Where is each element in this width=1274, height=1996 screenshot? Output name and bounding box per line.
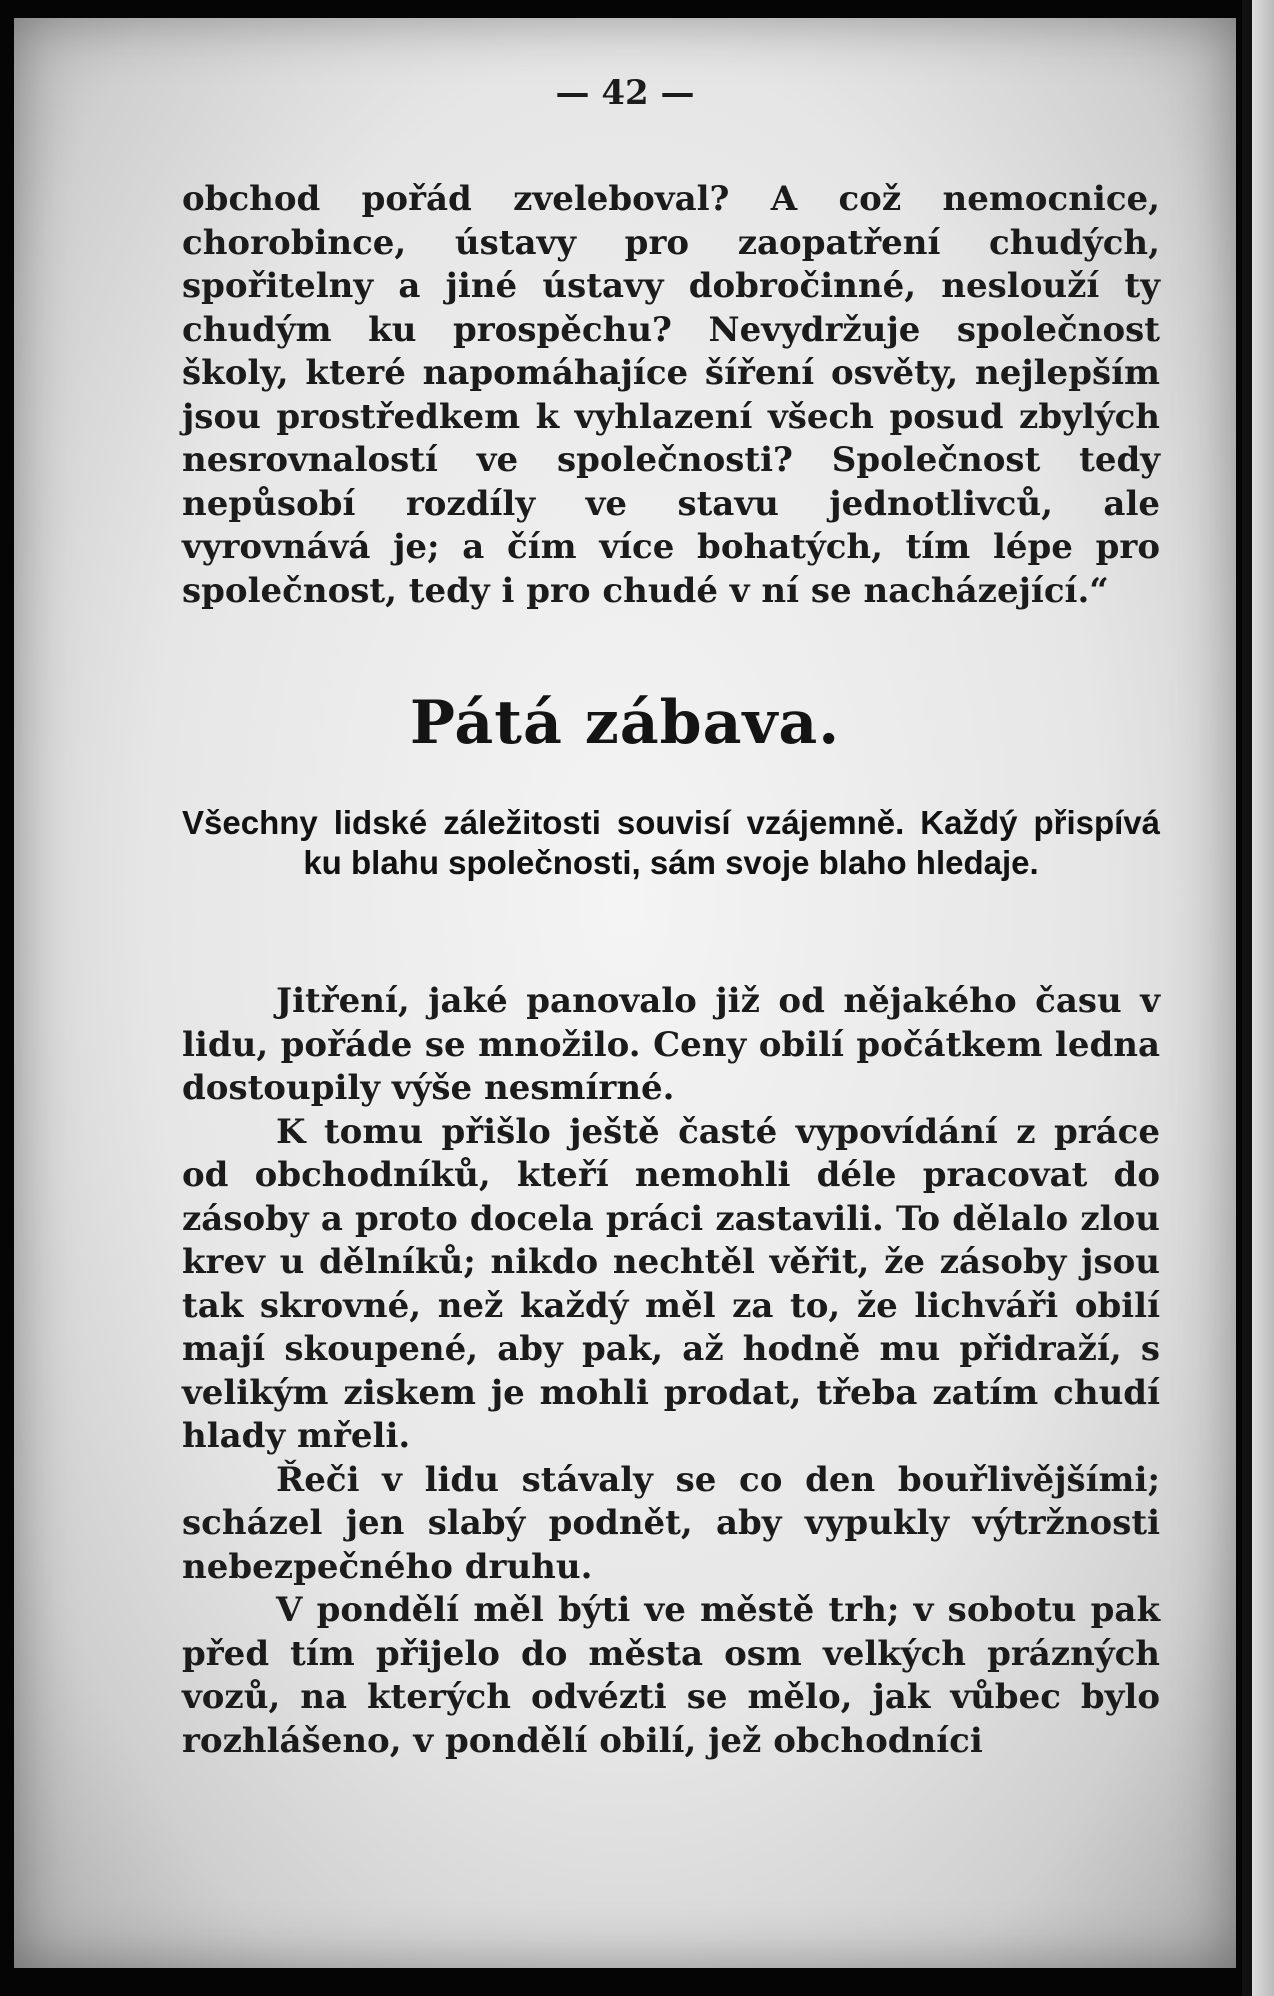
next-page-edge: [1252, 0, 1274, 1996]
body-paragraph-2: K tomu přišlo ještě časté vypovídání z práce od obchodníků, kteří nemohli déle pracovat do zásoby a proto docela práci zastavili. To dělalo zlou krev u dělníků; nikdo nechtěl věřit, že zásoby jsou tak skrovné, než každý měl za to, že lichváři obilí mají skoupené, aby pak, až hodně mu přidraží, s velikým ziskem je mohli prodat, třeba zatím chudí hlady mřeli.: [182, 1111, 1160, 1456]
chapter-title: Pátá zábava.: [409, 688, 841, 758]
body-paragraph-3: Řeči v lidu stávaly se co den bouřlivějšími; scházel jen slabý podnět, aby vypukly výtržnosti nebezpečného druhu.: [182, 1459, 1160, 1587]
book-page: [14, 18, 1236, 1968]
chapter-summary: Všechny lidské záležitosti souvisí vzájemně. Každý přispívá ku blahu společnosti, sám svoje blaho hledaje.: [182, 804, 1160, 881]
chapter-body: [182, 980, 1160, 1763]
continuation-paragraph: obchod pořád zveleboval? A což nemocnice, chorobince, ústavy pro zaopatření chudých, spořitelny a jiné ústavy dobročinné, neslouží ty chudým ku prospěchu? Nevydržuje společnost školy, které napomáhajíce šíření osvěty, nejlepším jsou prostředkem k vyhlazení všech posud zbylých nesrovnalostí ve společnosti? Společnost tedy nepůsobí rozdíly ve stavu jednotlivců, ale vyrovnává je; a čím více bohatých, tím lépe pro společnost, tedy i pro chudé v ní se nacházející.“: [182, 179, 1160, 611]
body-paragraph-1: Jitření, jaké panovalo již od nějakého času v lidu, pořáde se množilo. Ceny obilí počátkem ledna dostoupily výše nesmírné.: [182, 981, 1160, 1108]
body-paragraph-4: V pondělí měl býti ve městě trh; v sobotu pak před tím přijelo do města osm velkých prázných vozů, na kterých odvézti se mělo, jak vůbec bylo rozhlášeno, v pondělí obilí, jež obchodníci: [182, 1590, 1160, 1761]
continuation-text: [182, 178, 1160, 613]
book-spine-shadow: [1242, 0, 1252, 1996]
page-number: — 42 —: [555, 73, 695, 113]
